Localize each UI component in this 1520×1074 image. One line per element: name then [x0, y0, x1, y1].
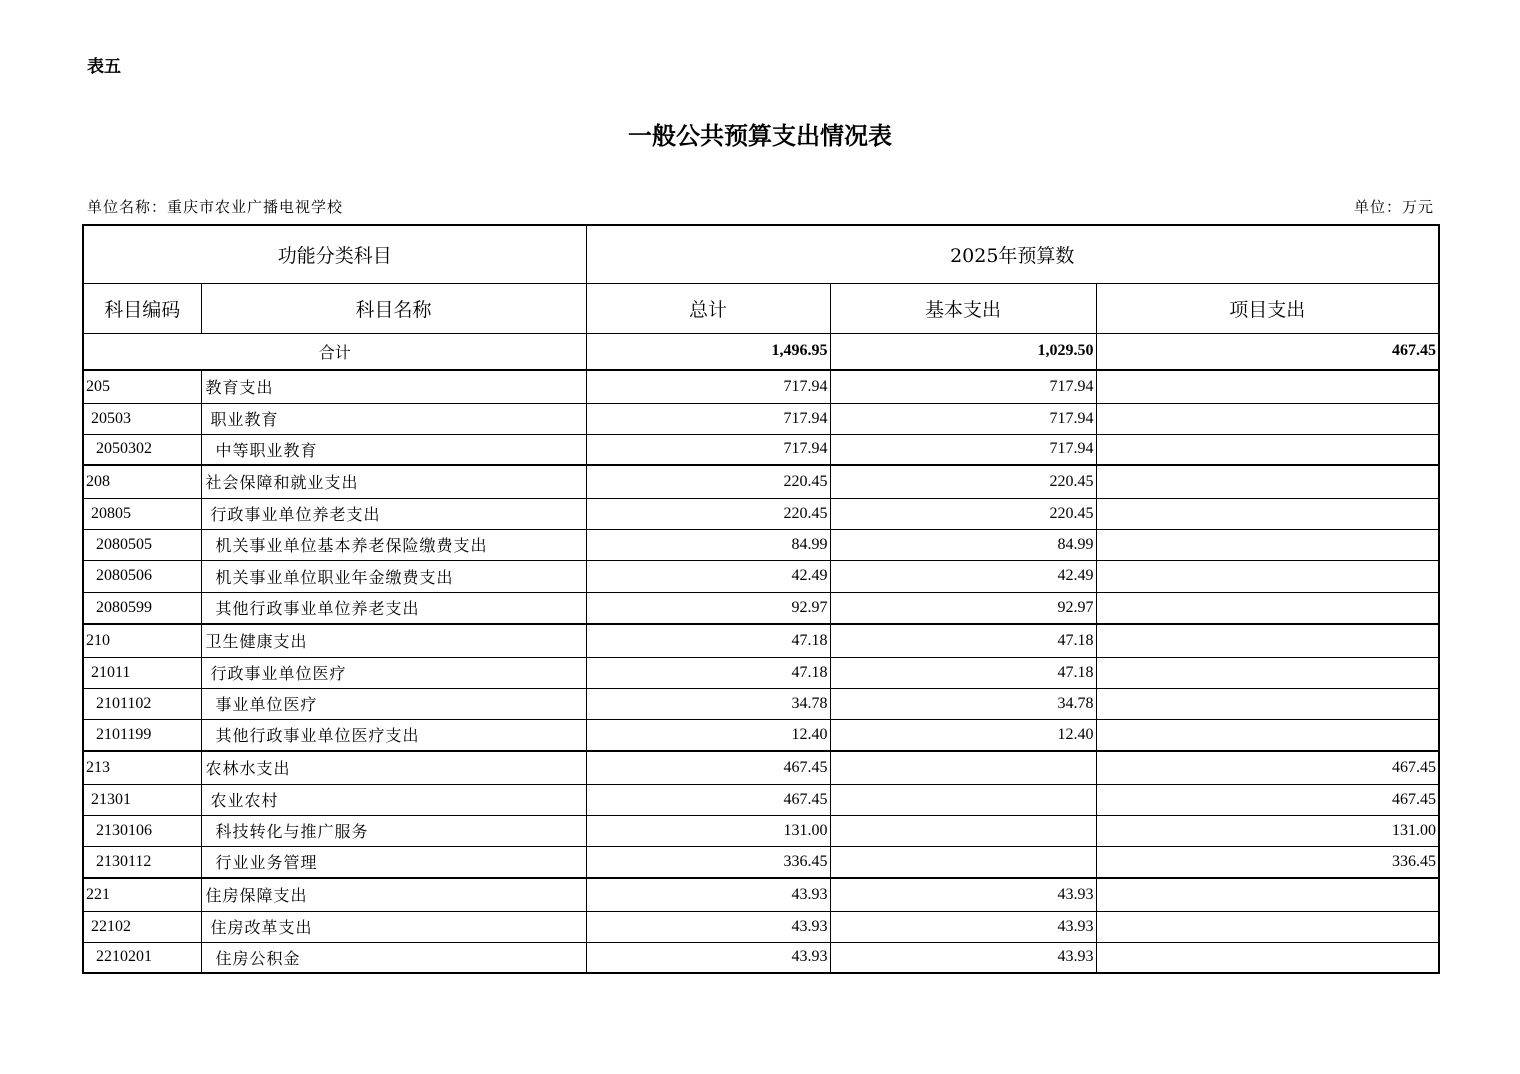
table-row: [83, 784, 1439, 815]
amount-basic: [830, 784, 1096, 815]
subject-code: 2210201: [83, 942, 201, 973]
subject-name: 教育支出: [201, 370, 586, 403]
subject-name: 农林水支出: [201, 751, 586, 784]
column-header-project: 项目支出: [1096, 283, 1439, 333]
amount-project: 467.45: [1096, 784, 1439, 815]
subject-name: 事业单位医疗: [201, 688, 586, 719]
subject-code: 21301: [83, 784, 201, 815]
amount-basic: 47.18: [830, 657, 1096, 688]
amount-project: [1096, 434, 1439, 465]
group-header-row: [83, 225, 1439, 283]
subject-code: 2080599: [83, 592, 201, 624]
subject-code: 2050302: [83, 434, 201, 465]
amount-total: 717.94: [586, 403, 830, 434]
table-body: [83, 333, 1439, 973]
table-row: [83, 719, 1439, 751]
amount-basic: 92.97: [830, 592, 1096, 624]
amount-basic: 43.93: [830, 942, 1096, 973]
subject-name: 机关事业单位基本养老保险缴费支出: [201, 529, 586, 560]
table-row: [83, 465, 1439, 498]
amount-total: 467.45: [586, 751, 830, 784]
subject-code: 210: [83, 624, 201, 657]
subject-name: 其他行政事业单位医疗支出: [201, 719, 586, 751]
subject-code: 2101102: [83, 688, 201, 719]
amount-basic: 43.93: [830, 911, 1096, 942]
amount-total: 34.78: [586, 688, 830, 719]
subject-name: 行业业务管理: [201, 846, 586, 878]
amount-basic: 84.99: [830, 529, 1096, 560]
table-row: [83, 846, 1439, 878]
currency-unit: 单位：万元: [1353, 198, 1434, 216]
amount-project: [1096, 465, 1439, 498]
group-header-classification: 功能分类科目: [83, 225, 586, 283]
subject-name: 职业教育: [201, 403, 586, 434]
table-row: [83, 751, 1439, 784]
table-row: [83, 403, 1439, 434]
table-row: [83, 529, 1439, 560]
amount-project: [1096, 560, 1439, 592]
table-row: [83, 370, 1439, 403]
table-row: [83, 434, 1439, 465]
subject-code: 221: [83, 878, 201, 911]
amount-total: 42.49: [586, 560, 830, 592]
amount-project: 467.45: [1096, 751, 1439, 784]
table-row: [83, 688, 1439, 719]
subject-code: 205: [83, 370, 201, 403]
subject-name: 住房改革支出: [201, 911, 586, 942]
amount-basic: 42.49: [830, 560, 1096, 592]
amount-total: 220.45: [586, 465, 830, 498]
amount-total: 717.94: [586, 434, 830, 465]
subject-code: 22102: [83, 911, 201, 942]
amount-total: 47.18: [586, 624, 830, 657]
amount-project: [1096, 498, 1439, 529]
table-row: [83, 592, 1439, 624]
amount-basic: 47.18: [830, 624, 1096, 657]
column-header-row: [83, 283, 1439, 333]
total-row: [83, 333, 1439, 370]
subject-code: 208: [83, 465, 201, 498]
column-header-basic: 基本支出: [830, 283, 1096, 333]
subject-name: 住房保障支出: [201, 878, 586, 911]
page-title: 一般公共预算支出情况表: [628, 121, 892, 150]
subject-code: 21011: [83, 657, 201, 688]
subject-name: 科技转化与推广服务: [201, 815, 586, 846]
subject-name: 机关事业单位职业年金缴费支出: [201, 560, 586, 592]
subject-code: 213: [83, 751, 201, 784]
subject-code: 2101199: [83, 719, 201, 751]
amount-total: 47.18: [586, 657, 830, 688]
amount-basic: 220.45: [830, 498, 1096, 529]
total-basic: 1,029.50: [830, 333, 1096, 370]
amount-basic: 717.94: [830, 370, 1096, 403]
table-row: [83, 624, 1439, 657]
subject-name: 社会保障和就业支出: [201, 465, 586, 498]
subject-code: 20805: [83, 498, 201, 529]
total-sum: 1,496.95: [586, 333, 830, 370]
amount-basic: 717.94: [830, 403, 1096, 434]
subject-name: 卫生健康支出: [201, 624, 586, 657]
subject-name: 其他行政事业单位养老支出: [201, 592, 586, 624]
unit-name: 单位名称：重庆市农业广播电视学校: [87, 198, 344, 216]
table-row: [83, 878, 1439, 911]
table-row: [83, 657, 1439, 688]
amount-basic: 717.94: [830, 434, 1096, 465]
total-label: 合计: [83, 333, 586, 370]
amount-total: 43.93: [586, 911, 830, 942]
table-row: [83, 815, 1439, 846]
amount-total: 92.97: [586, 592, 830, 624]
group-header-budget: 2025年预算数: [586, 225, 1439, 283]
subject-name: 行政事业单位养老支出: [201, 498, 586, 529]
column-header-name: 科目名称: [201, 283, 586, 333]
amount-total: 12.40: [586, 719, 830, 751]
subject-code: 20503: [83, 403, 201, 434]
amount-basic: [830, 815, 1096, 846]
subject-code: 2080505: [83, 529, 201, 560]
amount-project: 336.45: [1096, 846, 1439, 878]
table-row: [83, 911, 1439, 942]
amount-total: 43.93: [586, 942, 830, 973]
table-number-label: 表五: [87, 57, 121, 77]
amount-basic: [830, 751, 1096, 784]
subject-name: 住房公积金: [201, 942, 586, 973]
amount-basic: 34.78: [830, 688, 1096, 719]
amount-total: 336.45: [586, 846, 830, 878]
amount-project: [1096, 878, 1439, 911]
amount-total: 220.45: [586, 498, 830, 529]
amount-project: [1096, 529, 1439, 560]
amount-total: 717.94: [586, 370, 830, 403]
amount-basic: [830, 846, 1096, 878]
subject-code: 2130106: [83, 815, 201, 846]
amount-total: 131.00: [586, 815, 830, 846]
subject-name: 行政事业单位医疗: [201, 657, 586, 688]
amount-project: [1096, 688, 1439, 719]
amount-basic: 43.93: [830, 878, 1096, 911]
total-project: 467.45: [1096, 333, 1439, 370]
amount-project: [1096, 592, 1439, 624]
table-row: [83, 560, 1439, 592]
subject-name: 中等职业教育: [201, 434, 586, 465]
amount-project: [1096, 370, 1439, 403]
amount-project: [1096, 657, 1439, 688]
amount-total: 43.93: [586, 878, 830, 911]
table-row: [83, 498, 1439, 529]
subject-name: 农业农村: [201, 784, 586, 815]
budget-table: [82, 224, 1440, 974]
amount-project: [1096, 403, 1439, 434]
amount-project: [1096, 624, 1439, 657]
amount-total: 467.45: [586, 784, 830, 815]
amount-basic: 220.45: [830, 465, 1096, 498]
table-row: [83, 942, 1439, 973]
amount-basic: 12.40: [830, 719, 1096, 751]
amount-total: 84.99: [586, 529, 830, 560]
column-header-code: 科目编码: [83, 283, 201, 333]
amount-project: [1096, 911, 1439, 942]
subject-code: 2080506: [83, 560, 201, 592]
amount-project: 131.00: [1096, 815, 1439, 846]
subject-code: 2130112: [83, 846, 201, 878]
amount-project: [1096, 942, 1439, 973]
amount-project: [1096, 719, 1439, 751]
column-header-total: 总计: [586, 283, 830, 333]
